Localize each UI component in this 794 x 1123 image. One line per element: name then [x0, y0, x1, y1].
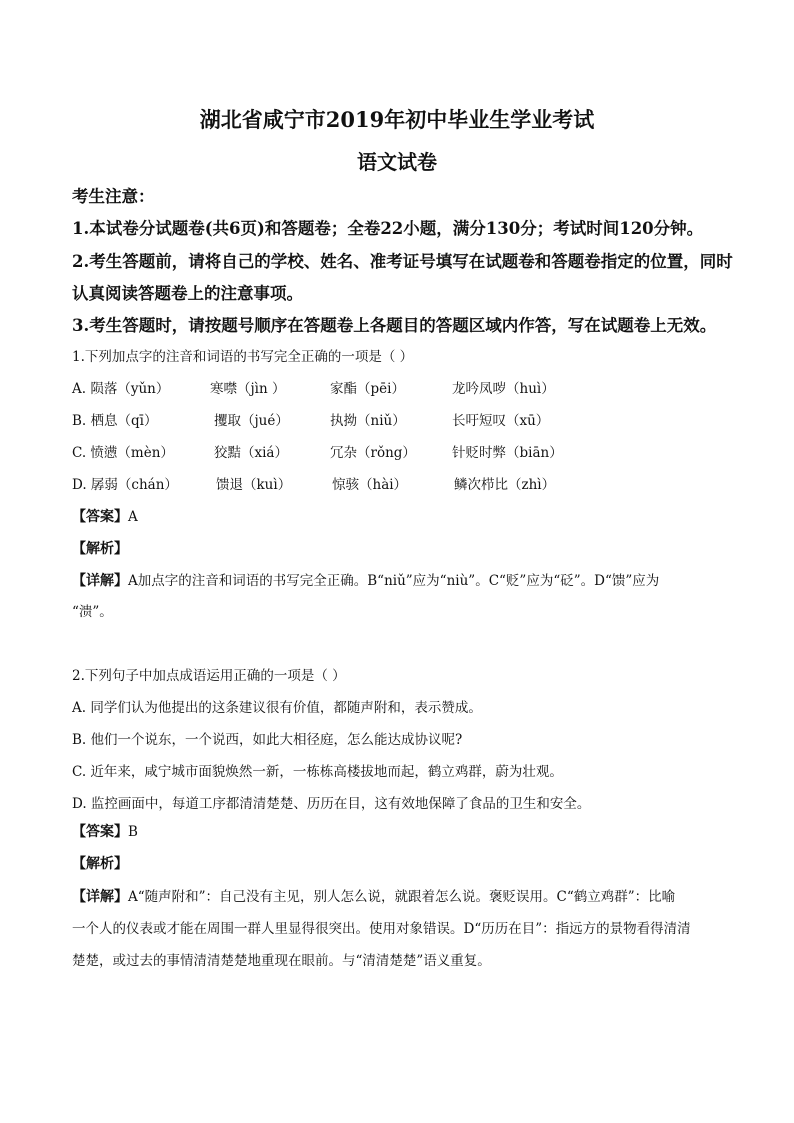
q1-option-b-3: 执拗（niǔ）	[330, 413, 406, 429]
q2-option-d: D. 监控画面中，每道工序都清清楚楚、历历在目，这有效地保障了食品的卫生和安全。	[72, 796, 591, 812]
q1-option-a-3: 家酯（pēi）	[330, 381, 405, 397]
page-title: 湖北省咸宁市2019年初中毕业生学业考试	[199, 107, 595, 132]
answer-tag: 【答案】	[72, 509, 128, 525]
q1-option-d-2: 馈退（kuì）	[216, 477, 292, 493]
q1-detail-line2: “溃”。	[72, 604, 113, 620]
detail-tag: 【详解】	[72, 573, 128, 589]
q1-stem: 1.下列加点字的注音和词语的书写完全正确的一项是（ ）	[72, 349, 414, 365]
answer-value: A	[128, 509, 138, 525]
q1-option-d-3: 惊骇（hài）	[332, 477, 408, 493]
page-subtitle: 语文试卷	[357, 150, 437, 174]
detail-text: A加点字的注音和词语的书写完全正确。B“niǔ”应为“niù”。C“贬”应为“砭”。D“馈”应为	[128, 573, 660, 589]
q2-detail-line2: 一个人的仪表或才能在周围一群人里显得很突出。使用对象错误。D“历历在目”：指远方的景物看得清清	[72, 921, 691, 937]
q1-answer	[72, 506, 138, 526]
q2-option-c: C. 近年来，咸宁城市面貌焕然一新，一栋栋高楼拔地而起，鹤立鸡群，蔚为壮观。	[72, 764, 563, 780]
q1-option-c-1: C. 愤懑（mèn）	[72, 445, 174, 461]
detail-text: A“随声附和”：自己没有主见，别人怎么说，就跟着怎么说。褒贬误用。C“鹤立鸡群”：比喻	[128, 889, 676, 905]
analysis-tag: 【解析】	[72, 541, 128, 557]
detail-tag: 【详解】	[72, 889, 128, 905]
q1-option-b-4: 长吁短叹（xū）	[452, 413, 550, 429]
q1-option-d-4: 鳞次栉比（zhì）	[454, 477, 556, 493]
notice-item-2-line2: 认真阅读答题卷上的注意事项。	[72, 284, 303, 303]
notice-heading: 考生注意：	[72, 187, 155, 206]
answer-tag: 【答案】	[72, 824, 128, 840]
notice-item-3: 3.考生答题时，请按题号顺序在答题卷上各题目的答题区域内作答，写在试题卷上无效。	[72, 316, 717, 335]
q1-option-a-2: 寒噤（jìn ）	[210, 381, 286, 397]
notice-item-1: 1.本试卷分试题卷(共6页)和答题卷；全卷22小题，满分130分；考试时间120分钟。	[72, 219, 704, 238]
q2-analysis	[72, 853, 128, 873]
q1-option-c-3: 冗杂（rǒng）	[330, 445, 416, 461]
q1-option-c-2: 狡黠（xiá）	[214, 445, 288, 461]
q1-option-b-2: 攫取（jué）	[214, 413, 289, 429]
notice-item-2-line1: 2.考生答题前，请将自己的学校、姓名、准考证号填写在试题卷和答题卷指定的位置，同时	[72, 252, 733, 271]
q1-option-c-4: 针贬时弊（biān）	[452, 445, 563, 461]
q2-detail-line1	[72, 885, 675, 906]
q1-option-a-1: A. 陨落（yǔn）	[72, 381, 170, 397]
q1-analysis	[72, 538, 128, 558]
q1-detail-line1	[72, 569, 659, 590]
analysis-tag: 【解析】	[72, 856, 128, 872]
q1-option-d-1: D. 孱弱（chán）	[72, 477, 178, 493]
q2-option-b: B. 他们一个说东，一个说西，如此大相径庭，怎么能达成协议呢?	[72, 732, 463, 748]
q2-option-a: A. 同学们认为他提出的这条建议很有价值，都随声附和，表示赞成。	[72, 700, 482, 716]
q1-option-b-1: B. 栖息（qī）	[72, 413, 158, 429]
q2-detail-line3: 楚楚，或过去的事情清清楚楚地重现在眼前。与“清清楚楚”语义重复。	[72, 953, 491, 969]
q1-option-a-4: 龙吟凤哕（huì）	[452, 381, 555, 397]
q2-stem: 2.下列句子中加点成语运用正确的一项是（ ）	[72, 668, 346, 684]
q2-answer	[72, 821, 138, 841]
answer-value: B	[128, 824, 138, 840]
